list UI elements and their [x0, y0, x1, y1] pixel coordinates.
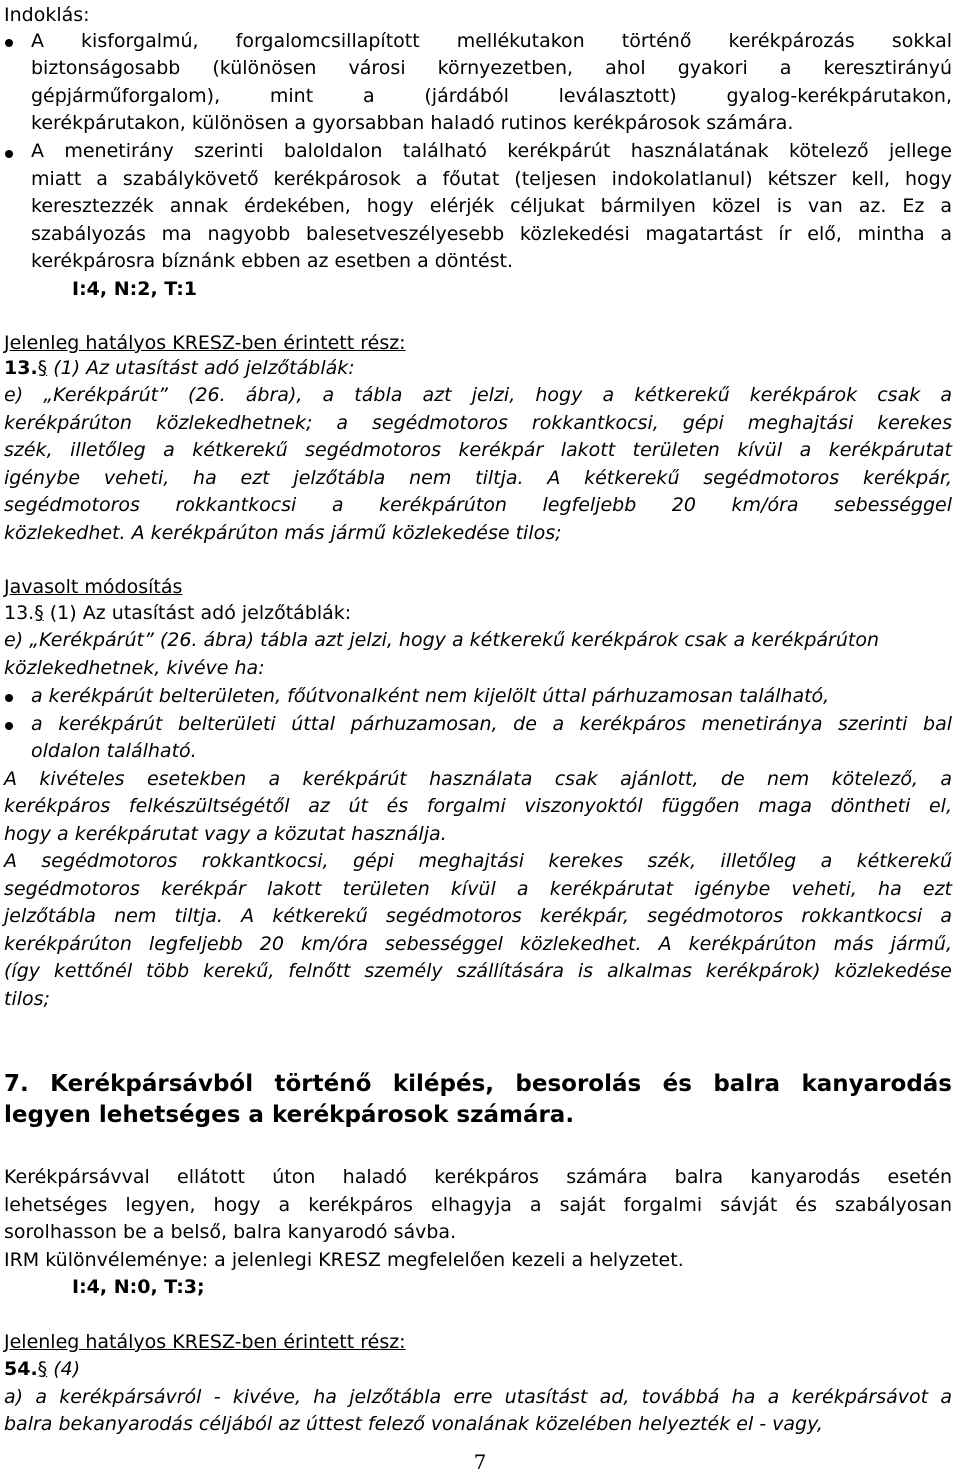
- paragraph-number: 54.: [4, 1358, 38, 1380]
- text-line: kerékpárosra bíznánk ebben az esetben a döntést.: [31, 250, 514, 272]
- text-line: keresztezzék annak érdekében, hogy elérjék céljukat bármilyen közel is van az. Ez a: [31, 195, 952, 217]
- text-line: A segédmotoros rokkantkocsi, gépi meghajtási kerekes szék, illetőleg a kétkerekű: [4, 850, 952, 872]
- text-line: lehetséges legyen, hogy a kerékpáros elhagyja a saját forgalmi sávját és szabályosan: [4, 1194, 952, 1216]
- text-line: tilos;: [4, 988, 50, 1010]
- indoklas-label: Indoklás:: [4, 4, 90, 26]
- text-line: kerékpárúton közlekedhetnek; a segédmotoros rokkantkocsi, gépi meghajtási kerekes: [4, 412, 952, 434]
- text-line: (így kettőnél több kerekű, felnőtt személy szállítására is alkalmas kerékpárok) közlekedése: [4, 960, 952, 982]
- text-line: sorolhasson be a belső, balra kanyarodó sávba.: [4, 1221, 457, 1243]
- text-line: gépjárműforgalom), mint a (járdából leválasztott) gyalog-kerékpárutakon,: [31, 85, 952, 107]
- paragraph-title: (4): [47, 1358, 81, 1380]
- text-line: balra bekanyarodás céljából az úttest felező vonalának közelében helyezték el - vagy,: [4, 1413, 823, 1435]
- paragraph-heading: [4, 355, 952, 381]
- paragraph-number: 13.: [4, 357, 38, 379]
- list-item: oldalon található.: [31, 740, 197, 762]
- text-line: biztonságosabb (különösen városi környezetben, ahol gyakori a keresztirányú: [31, 57, 952, 79]
- text-line: miatt a szabálykövető kerékpárosok a főutat (teljesen indokolatlanul) kétszer kell, hogy: [31, 168, 952, 190]
- paragraph-heading: [4, 600, 952, 626]
- paragraph-number: 13.: [4, 602, 35, 624]
- text-line: a) a kerékpársávról - kivéve, ha jelzőtábla erre utasítást ad, továbbá ha a kerékpársávot a: [4, 1386, 952, 1408]
- text-line: szék, illetőleg a kétkerekű segédmotoros kerékpár lakott területen kívül a kerékpárutat: [4, 439, 952, 461]
- bullet-icon: [5, 150, 13, 158]
- text-line: segédmotoros rokkantkocsi a kerékpárúton legfeljebb 20 km/óra sebességgel: [4, 494, 952, 516]
- bullet-icon: [5, 39, 13, 47]
- vote-result: I:4, N:2, T:1: [72, 278, 198, 300]
- text-line: közlekedhet. A kerékpárúton más jármű közlekedése tilos;: [4, 522, 562, 544]
- text-line: IRM különvéleménye: a jelenlegi KRESZ megfelelően kezeli a helyzetet.: [4, 1249, 684, 1271]
- text-line: igénybe veheti, ha ezt jelzőtábla nem tiltja. A kétkerekű segédmotoros kerékpár,: [4, 467, 952, 489]
- bullet-icon: [5, 694, 13, 702]
- section-title: legyen lehetséges a kerékpárosok számára.: [4, 1102, 575, 1128]
- text-line: A kivételes esetekben a kerékpárút használata csak ajánlott, de nem kötelező, a: [4, 768, 952, 790]
- text-line: közlekedhetnek, kivéve ha:: [4, 657, 265, 679]
- bullet-icon: [5, 722, 13, 730]
- paragraph-title: (1) Az utasítást adó jelzőtáblák:: [47, 357, 355, 379]
- section-heading: Javasolt módosítás: [4, 576, 183, 598]
- section-sign: §: [37, 357, 48, 379]
- text-line: kerékpárúton legfeljebb 20 km/óra sebességgel közlekedhet. A kerékpárúton más jármű,: [4, 933, 952, 955]
- text-line: hogy a kerékpárutat vagy a közutat használja.: [4, 823, 447, 845]
- section-heading: Jelenleg hatályos KRESZ-ben érintett rész:: [4, 1331, 406, 1353]
- paragraph-title: (1) Az utasítást adó jelzőtáblák:: [43, 602, 352, 624]
- text-line: jelzőtábla nem tiltja. A kétkerekű segédmotoros kerékpár, segédmotoros rokkantkocsi a: [4, 905, 952, 927]
- text-line: A kisforgalmú, forgalomcsillapított mellékutakon történő kerékpározás sokkal: [31, 30, 952, 52]
- text-line: szabályozás ma nagyobb balesetveszélyesebb közlekedési magatartást ír elő, mintha a: [31, 223, 952, 245]
- page-number: 7: [473, 1450, 487, 1474]
- list-item: a kerékpárút belterületi úttal párhuzamosan, de a kerékpáros menetiránya szerinti bal: [31, 713, 952, 735]
- section-title: 7. Kerékpársávból történő kilépés, besorolás és balra kanyarodás: [4, 1071, 952, 1097]
- section-heading: Jelenleg hatályos KRESZ-ben érintett rész:: [4, 332, 406, 354]
- text-line: e) „Kerékpárút” (26. ábra) tábla azt jelzi, hogy a kétkerekű kerékpárok csak a kerékpárúton: [4, 629, 880, 651]
- text-line: e) „Kerékpárút” (26. ábra), a tábla azt jelzi, hogy a kétkerekű kerékpárok csak a: [4, 384, 952, 406]
- text-line: kerékpáros felkészültségétől az út és forgalmi viszonyoktól függően maga döntheti el,: [4, 795, 952, 817]
- section-sign: §: [34, 602, 44, 624]
- vote-result: I:4, N:0, T:3;: [72, 1276, 205, 1298]
- paragraph-heading: [4, 1356, 952, 1382]
- text-line: A menetirány szerinti baloldalon található kerékpárút használatának kötelező jellege: [31, 140, 952, 162]
- section-sign: §: [37, 1358, 48, 1380]
- text-line: Kerékpársávval ellátott úton haladó kerékpáros számára balra kanyarodás esetén: [4, 1166, 952, 1188]
- text-line: segédmotoros kerékpár lakott területen kívül a kerékpárutat igénybe veheti, ha ezt: [4, 878, 952, 900]
- list-item: a kerékpárút belterületen, főútvonalként nem kijelölt úttal párhuzamosan található,: [31, 685, 830, 707]
- text-line: kerékpárutakon, különösen a gyorsabban haladó rutinos kerékpárosok számára.: [31, 112, 794, 134]
